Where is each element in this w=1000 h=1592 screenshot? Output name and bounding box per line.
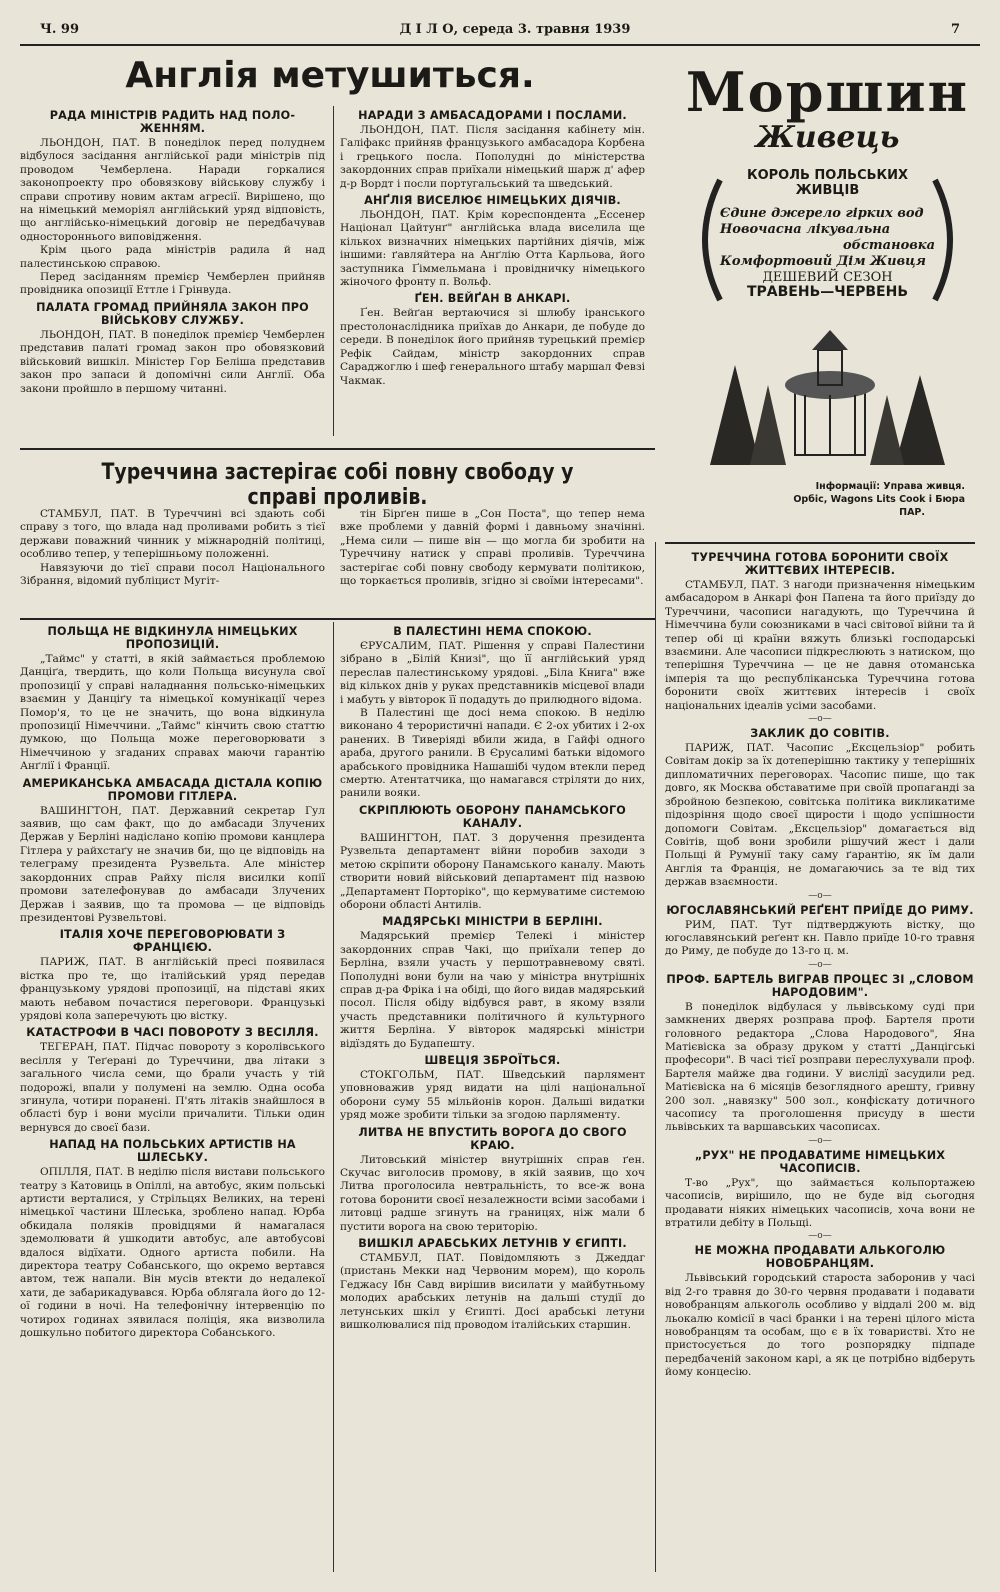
article-paragraph: Львівський городський староста заборонив у часі від 2-го травня до 30-го червня продавати і подавати новобранцям алькоголь особливо у віддалі 200 м. від льокалю комісії в часі бранки і на терені цілого міста новобранцям та особам, що є в їх товаристві. Хто не пристосується до того розпорядку підпаде передбаченій законом карі, а як це потрібно відберуть йому концесію. xyxy=(665,1272,975,1379)
article-heading: НАРАДИ З АМБАСАДОРАМИ І ПОСЛАМИ. xyxy=(358,109,627,122)
article-paragraph: тін Бірґен пише в „Сон Поста", що тепер нема вже проблеми у давній формі і давньому значінні. „Нема сили — пише він — що могла би зробити на Туреччину натиск у справі проливів. Туреччина застерігає собі повну свободу кермувати політикою, що торкається проливів, згідно зі своїми інтересами". xyxy=(340,508,645,588)
pavilion-illustration xyxy=(680,325,975,475)
article-paragraph: В Палестині ще досі нема спокою. В неділю виконано 4 терористичні напади. Є 2-ох убитих і 2-ох ранених. В Тиверіяді вбили жида, в Гайфі одного араба, другого ранили. В Єрусалимі батьки відомого арабського провідника Нашашібі чудом втекли перед смертю. Атентатчика, що намагався стріляти до них, ранили вояки. xyxy=(340,707,645,800)
ad-subtitle: Живець xyxy=(755,120,900,155)
column-3-bottom xyxy=(665,548,975,1380)
article-heading: НЕ МОЖНА ПРОДАВАТИ АЛЬКОГОЛЮ НОВОБРАНЦЯМ. xyxy=(694,1244,946,1271)
section-rule xyxy=(20,448,655,450)
ad-info1: Інформації: Управа живця. xyxy=(815,481,965,492)
column-2-top xyxy=(340,106,645,388)
article-paragraph: В понеділок відбулася у львівському суді при замкнених дверях розправа проф. Бартеля проти головного редактора „Слова Народового", Яна Матієвіска за образу друком у статті „Данцігські професори". В часі тієї розправи переслухували проф. Бартеля майже два години. У вислідї засудили ред. Матієвіска на 6 місяців безоглядного арешту, ґривну 200 зол. „навязку" 500 зол., конфіскату дотичного часопису та проголошення присуду в шести львівських та варшавських часописах. xyxy=(665,1000,975,1134)
article-paragraph: Т-во „Рух", що займається кольпортажею часописів, вирішило, що не буде від сьогодня продавати ніяких німецьких часописів, хоча вони не втратили дебіту в Польщі. xyxy=(665,1176,975,1230)
section-rule xyxy=(20,618,655,620)
turkey-column-1 xyxy=(20,508,325,588)
article-paragraph: Крім цього рада міністрів радила й над палестинською справою. xyxy=(20,244,325,270)
ad-line2: Новочасна лікувальна xyxy=(720,222,891,237)
article-paragraph: СТАМБУЛ, ПАТ. В Туреччині всі здають собі справу з того, що влада над проливами робить з тієї держави поважний чинник у міжнародній політиці, особливо тепер, у теперішньому положенні. xyxy=(20,508,325,561)
column-divider xyxy=(333,622,334,1572)
ad-info2: Орбіс, Wagons Lits Cook і Бюра xyxy=(793,494,965,505)
article-heading: В ПАЛЕСТИНІ НЕМА СПОКОЮ. xyxy=(393,625,592,638)
article-paragraph: ОПІЛЛЯ, ПАТ. В неділю після вистави польського театру з Катовиць в Опіллі, на автобус, яким польські артисти верталися, у Стрільцях Великих, на терені німецької частини Шлеська, зроблено напад. Юрба обкидала поляків провідцями й намагалася здемолювати й ушкодити автобус, але автобусові вдалося відїхати. Одного артиста побили. На директора театру Собанського, що окремо вертався автом, теж напали. Він мусів втекти до недалекої хати, де забарикадувався. Юрба облягала його до 12-ої години в ночі. На телефонічну інтервенцію по чотирох годинах зявилася поліція, яка визволила дошкульно побитого директора Собанського. xyxy=(20,1166,325,1340)
ad-line1: Єдине джерело гірких вод xyxy=(720,206,924,221)
article-paragraph: ПАРИЖ, ПАТ. В англійській пресі появилася вістка про те, що італійський уряд передав французькому урядові пропозиції, на підставі яких мають небавом почастися переговори. Французькі урядові кола заперечують цю вістку. xyxy=(20,956,325,1022)
ornament-divider: —o— xyxy=(808,714,832,725)
page-header xyxy=(40,22,960,42)
article-paragraph: ПАРИЖ, ПАТ. Часопис „Ексцельзіор" робить Совітам докір за їх дотеперішню тактику у теперішніх дипломатичних переговорах. Часопис пише, що так довго, як Москва обставатиме при своїй пропаганді за збройною безпекою, совітська політика викликатиме підозріння щодо своєї щирости і щодо успішности допомоги Совітам. „Ексцельзіор" домагається від Совітів, щоб вони зробили рішучий жест і дали Польщі й Румунії таку саму ґарантію, як їм дали Англія та Франція, не домагаючись за те від тих держав взаємности. xyxy=(665,742,975,889)
article-heading: ҐЕН. ВЕЙҐАН В АНКАРІ. xyxy=(414,292,571,306)
ad-season: ДЕШЕВИЙ СЕЗОН xyxy=(762,270,893,285)
article-heading: МАДЯРСЬКІ МІНІСТРИ В БЕРЛІНІ. xyxy=(382,915,603,929)
ad-line4: Комфортовий Дім Живця xyxy=(720,254,926,269)
article-paragraph: Мадярський премієр Телекі і міністер закордонних справ Чакі, що приїхали тепер до Берліна, взяли участь у першотравневому святі. Пополудні вони були на чаю у міністра внутрішніх справ д-ра Фріка і на обіді, що його видав мадярський посол. Після обіду відбувся равт, в якому взяли участь представники політичного й культурного життя Берліна. У вівторок мадярські міністри відїздять до Будапешту. xyxy=(340,930,645,1050)
main-headline: Англія метушиться. xyxy=(125,55,535,96)
article-heading: ВИШКІЛ АРАБСЬКИХ ЛЕТУНІВ У ЄГИПТІ. xyxy=(358,1237,627,1251)
article-heading: АНҐЛІЯ ВИСЕЛЮЄ НІМЕЦЬКИХ ДІЯЧІВ. xyxy=(364,194,621,208)
article-paragraph: ЄРУСАЛИМ, ПАТ. Рішення у справі Палестини зібрано в „Білій Книзі", що її англійський уряд переслав палестинському урядові. „Біла Книга" вже від кількох днів у руках представників місцевої влади і мабуть у вівторок її подадуть до прилюдного відома. xyxy=(340,640,645,706)
article-paragraph: РИМ, ПАТ. Тут підтверджують вістку, що югославянський реґент кн. Павло приїде 10-го травня до Риму, де побуде до 13-го ц. м. xyxy=(665,918,975,958)
article-paragraph: ЛЬОНДОН, ПАТ. Після засідання кабінету мін. Галіфакс прийняв французького амбасадора Корбена і грецького посла. Пополудні до міністерства закордонних справ приїхали німецький шарж д' афер д-р Вордт і посли португальський та шведський. xyxy=(340,124,645,190)
article-heading: НАПАД НА ПОЛЬСЬКИХ АРТИСТІВ НА ШЛЕСЬКУ. xyxy=(49,1138,296,1165)
ad-brand: Моршин xyxy=(685,60,970,124)
ornament-divider: —o— xyxy=(808,1231,832,1242)
masthead-date: Д І Л О, середа 3. травня 1939 xyxy=(399,22,631,37)
article-paragraph: ЛЬОНДОН, ПАТ. Крім кореспондента „Ессенер Націонал Цайтунґ" англійська влада виселила ще кількох визначних німецьких партійних діячів, між іншими: ґавляйтера на Анґлію Отта Карльова, його заступника Ґіммельмана і провідничку німецького жіночого фронту п. Вольф. xyxy=(340,209,645,289)
article-paragraph: ВАШИНГТОН, ПАТ. З доручення президента Рузвельта департамент війни поробив заходи з метою скріпити оборону Панамського каналу. Мають створити новий військовий департамент під назвою „Департамент Порторіко", що кермуватиме системою оборони області Антилів. xyxy=(340,831,645,911)
column-2-bottom xyxy=(340,622,645,1332)
article-heading: ТУРЕЧЧИНА ГОТОВА БОРОНИТИ СВОЇХ ЖИТТЄВИХ ІНТЕРЕСІВ. xyxy=(691,551,949,577)
article-paragraph: „Таймс" у статті, в якій займається проблемою Данціґа, твердить, що коли Польща висунула свої пропозиції у справі наладнання польсько-німецьких взаємин у Данціґу та німецької комунікації через Помор'я, то це не значить, що вона відкинула пропозиції Німеччини. „Таймс" кінчить свою статтю думкою, що Польща може переговорювати з Німеччиною у згаданих справах маючи гарантію Анґлії і Франції. xyxy=(20,653,325,773)
issue-number: Ч. 99 xyxy=(40,22,80,37)
article-heading: ПРОФ. БАРТЕЛЬ ВИГРАВ ПРОЦЕС ЗІ „СЛОВОМ НАРОДОВИМ". xyxy=(666,972,974,999)
page-number: 7 xyxy=(950,22,960,37)
article-paragraph: ВАШИНГТОН, ПАТ. Державний секретар Гул заявив, що сам факт, що до амбасади Злучених Держав у Берліні надіслано копію промови канцлера Гітлера у райхстаґу не значив би, що це відповідь на телеграму президента Рузвельта. Але міністер закордонних справ Райху після висилки копії промови зателефонував до амбасади Злучених Держав і заявив, що та промова — це відповідь президентові Рузвельтові. xyxy=(20,804,325,924)
ornament-divider: —o— xyxy=(808,1135,832,1146)
article-paragraph: Ґен. Вейґан вертаючися зі шлюбу іранського престолонаслідника приїхав до Анкари, де побуде до середи. В понеділок його прийняв турецький премієр Рефік Сайдам, міністр закордонних справ Сараджоглю і шеф генерального штабу маршал Февзі Чакмак. xyxy=(340,307,645,387)
article-heading: ПОЛЬЩА НЕ ВІДКИНУЛА НІМЕЦЬКИХ ПРОПОЗИЦІЙ. xyxy=(47,625,298,651)
ad-king2: ЖИВЦІВ xyxy=(795,183,860,198)
article-heading: „РУХ" НЕ ПРОДАВАТИМЕ НІМЕЦЬКИХ ЧАСОПИСІВ. xyxy=(694,1148,946,1175)
ad-king: КОРОЛЬ ПОЛЬСЬКИХ xyxy=(746,168,909,183)
article-paragraph: СТОКГОЛЬМ, ПАТ. Шведський парлямент уповноважив уряд видати на цілі національної оборони суму 55 мільйонів корон. Дальші видатки уряд може зробити тільки за згодою парляменту. xyxy=(340,1068,645,1122)
article-paragraph: Перед засіданням премієр Чемберлен прийняв провідника опозиції Еттле і Грінвуда. xyxy=(20,271,325,297)
article-heading: ІТАЛІЯ ХОЧЕ ПЕРЕГОВОРЮВАТИ З ФРАНЦІЄЮ. xyxy=(59,928,286,955)
article-paragraph: Литовський міністер внутрішніх справ ґен. Скучас виголосив промову, в якій заявив, що хоч Литва проголосила невтральність, то все-ж вона готова боронити своєї незалежности всіми засобами і литовці радше згинуть на границях, ніж мали б пустити ворога на свою територію. xyxy=(340,1153,645,1233)
section-rule-right xyxy=(665,542,975,544)
article-heading: ШВЕЦІЯ ЗБРОЇТЬСЯ. xyxy=(424,1053,561,1067)
article-paragraph: Навязуючи до тієї справи посол Національного Зібрання, відомий публіцист Мугіт- xyxy=(20,561,325,588)
ornament-divider: —o— xyxy=(808,959,832,970)
column-divider xyxy=(333,106,334,436)
ornament-divider: —o— xyxy=(808,890,832,901)
article-heading: КАТАСТРОФИ В ЧАСІ ПОВОРОТУ З ВЕСІЛЛЯ. xyxy=(26,1026,319,1040)
morshyn-advertisement xyxy=(680,60,975,530)
column-divider xyxy=(655,542,656,1572)
article-paragraph: ЛЬОНДОН, ПАТ. В понеділок премієр Чемберлен представив палаті громад закон про обовязковий військовий вишкіл. Міністер Гор Беліша представив закон про запаси й допомічні сили Англії. Оба закони пройшло в першому читанні. xyxy=(20,328,325,395)
column-1-top xyxy=(20,106,325,396)
article-heading: ПАЛАТА ГРОМАД ПРИЙНЯЛА ЗАКОН ПРО ВІЙСЬКОВУ СЛУЖБУ. xyxy=(36,300,309,327)
article-paragraph: ЛЬОНДОН, ПАТ. В понеділок перед полуднем відбулося засідання англійської ради міністрів під проводом Чемберлена. Наради горкалися законопроекту про обовязкову військову службу і справи спротиву новим актам агресії. Вирішено, що на німецький меморіял англійський уряд відповість, що англійсько-німецький договір не передбачував одностороннього виповідження. xyxy=(20,137,325,243)
article-heading: АМЕРИКАНСЬКА АМБАСАДА ДІСТАЛА КОПІЮ ПРОМОВИ ГІТЛЕРА. xyxy=(22,776,323,803)
article-heading: СКРІПЛЮЮТЬ ОБОРОНУ ПАНАМСЬКОГО КАНАЛУ. xyxy=(358,803,627,830)
turkey-headline: Туреччина застерігає собі повну свободу у справі проливів. xyxy=(101,460,574,510)
article-heading: ЮГОСЛАВЯНСЬКИЙ РЕҐЕНТ ПРИЇДЕ ДО РИМУ. xyxy=(666,903,974,917)
header-rule xyxy=(20,44,980,46)
ad-line3: обстановка xyxy=(842,238,935,253)
turkey-column-2 xyxy=(340,508,645,588)
article-heading: РАДА МІНІСТРІВ РАДИТЬ НАД ПОЛО-ЖЕННЯМ. xyxy=(49,109,296,135)
article-heading: ЛИТВА НЕ ВПУСТИТЬ ВОРОГА ДО СВОГО КРАЮ. xyxy=(358,1125,627,1152)
ad-info3: ПАР. xyxy=(899,507,925,518)
article-heading: ЗАКЛИК ДО СОВІТІВ. xyxy=(750,727,890,741)
column-1-bottom xyxy=(20,622,325,1340)
article-paragraph: СТАМБУЛ, ПАТ. З нагоди призначення німецьким амбасадором в Анкарі фон Папена та його приїзду до Туреччини, часописи нагадують, що Туреччина й Німеччина були союзниками в часі світової війни та й тепер обі ці країни вяжуть близькі господарські взаємини. Але часописи підкреслюють з натиском, що теперішня Туреччина — це не давня отоманська імперія та що республіканська Туреччина готова боронити своїх життєвих інтересів і своїх національних ідеалів усіми засобами. xyxy=(665,579,975,712)
article-paragraph: ТЕГЕРАН, ПАТ. Підчас повороту з королівського весілля у Теґерані до Туреччини, два літаки з загального числа семи, що брали участь у тій подорожі, впали у полумені на землю. Одна особа згинула, чотири поранені. П'ять літаків знайшлося в області бур і вони мусіли причалити. Тільки один вернувся до своєї бази. xyxy=(20,1041,325,1134)
ad-months: ТРАВЕНЬ—ЧЕРВЕНЬ xyxy=(746,284,909,300)
article-paragraph: СТАМБУЛ, ПАТ. Повідомляють з Джеддаг (пристань Мекки над Червоним морем), що король Геджасу Ібн Савд вирішив висилати у майбутньому молодих арабських летунів на дальші студії до летунських шкіл у Єгипті. Досі арабські летуни вишколювалися під проводом італійських старшин. xyxy=(340,1252,645,1332)
